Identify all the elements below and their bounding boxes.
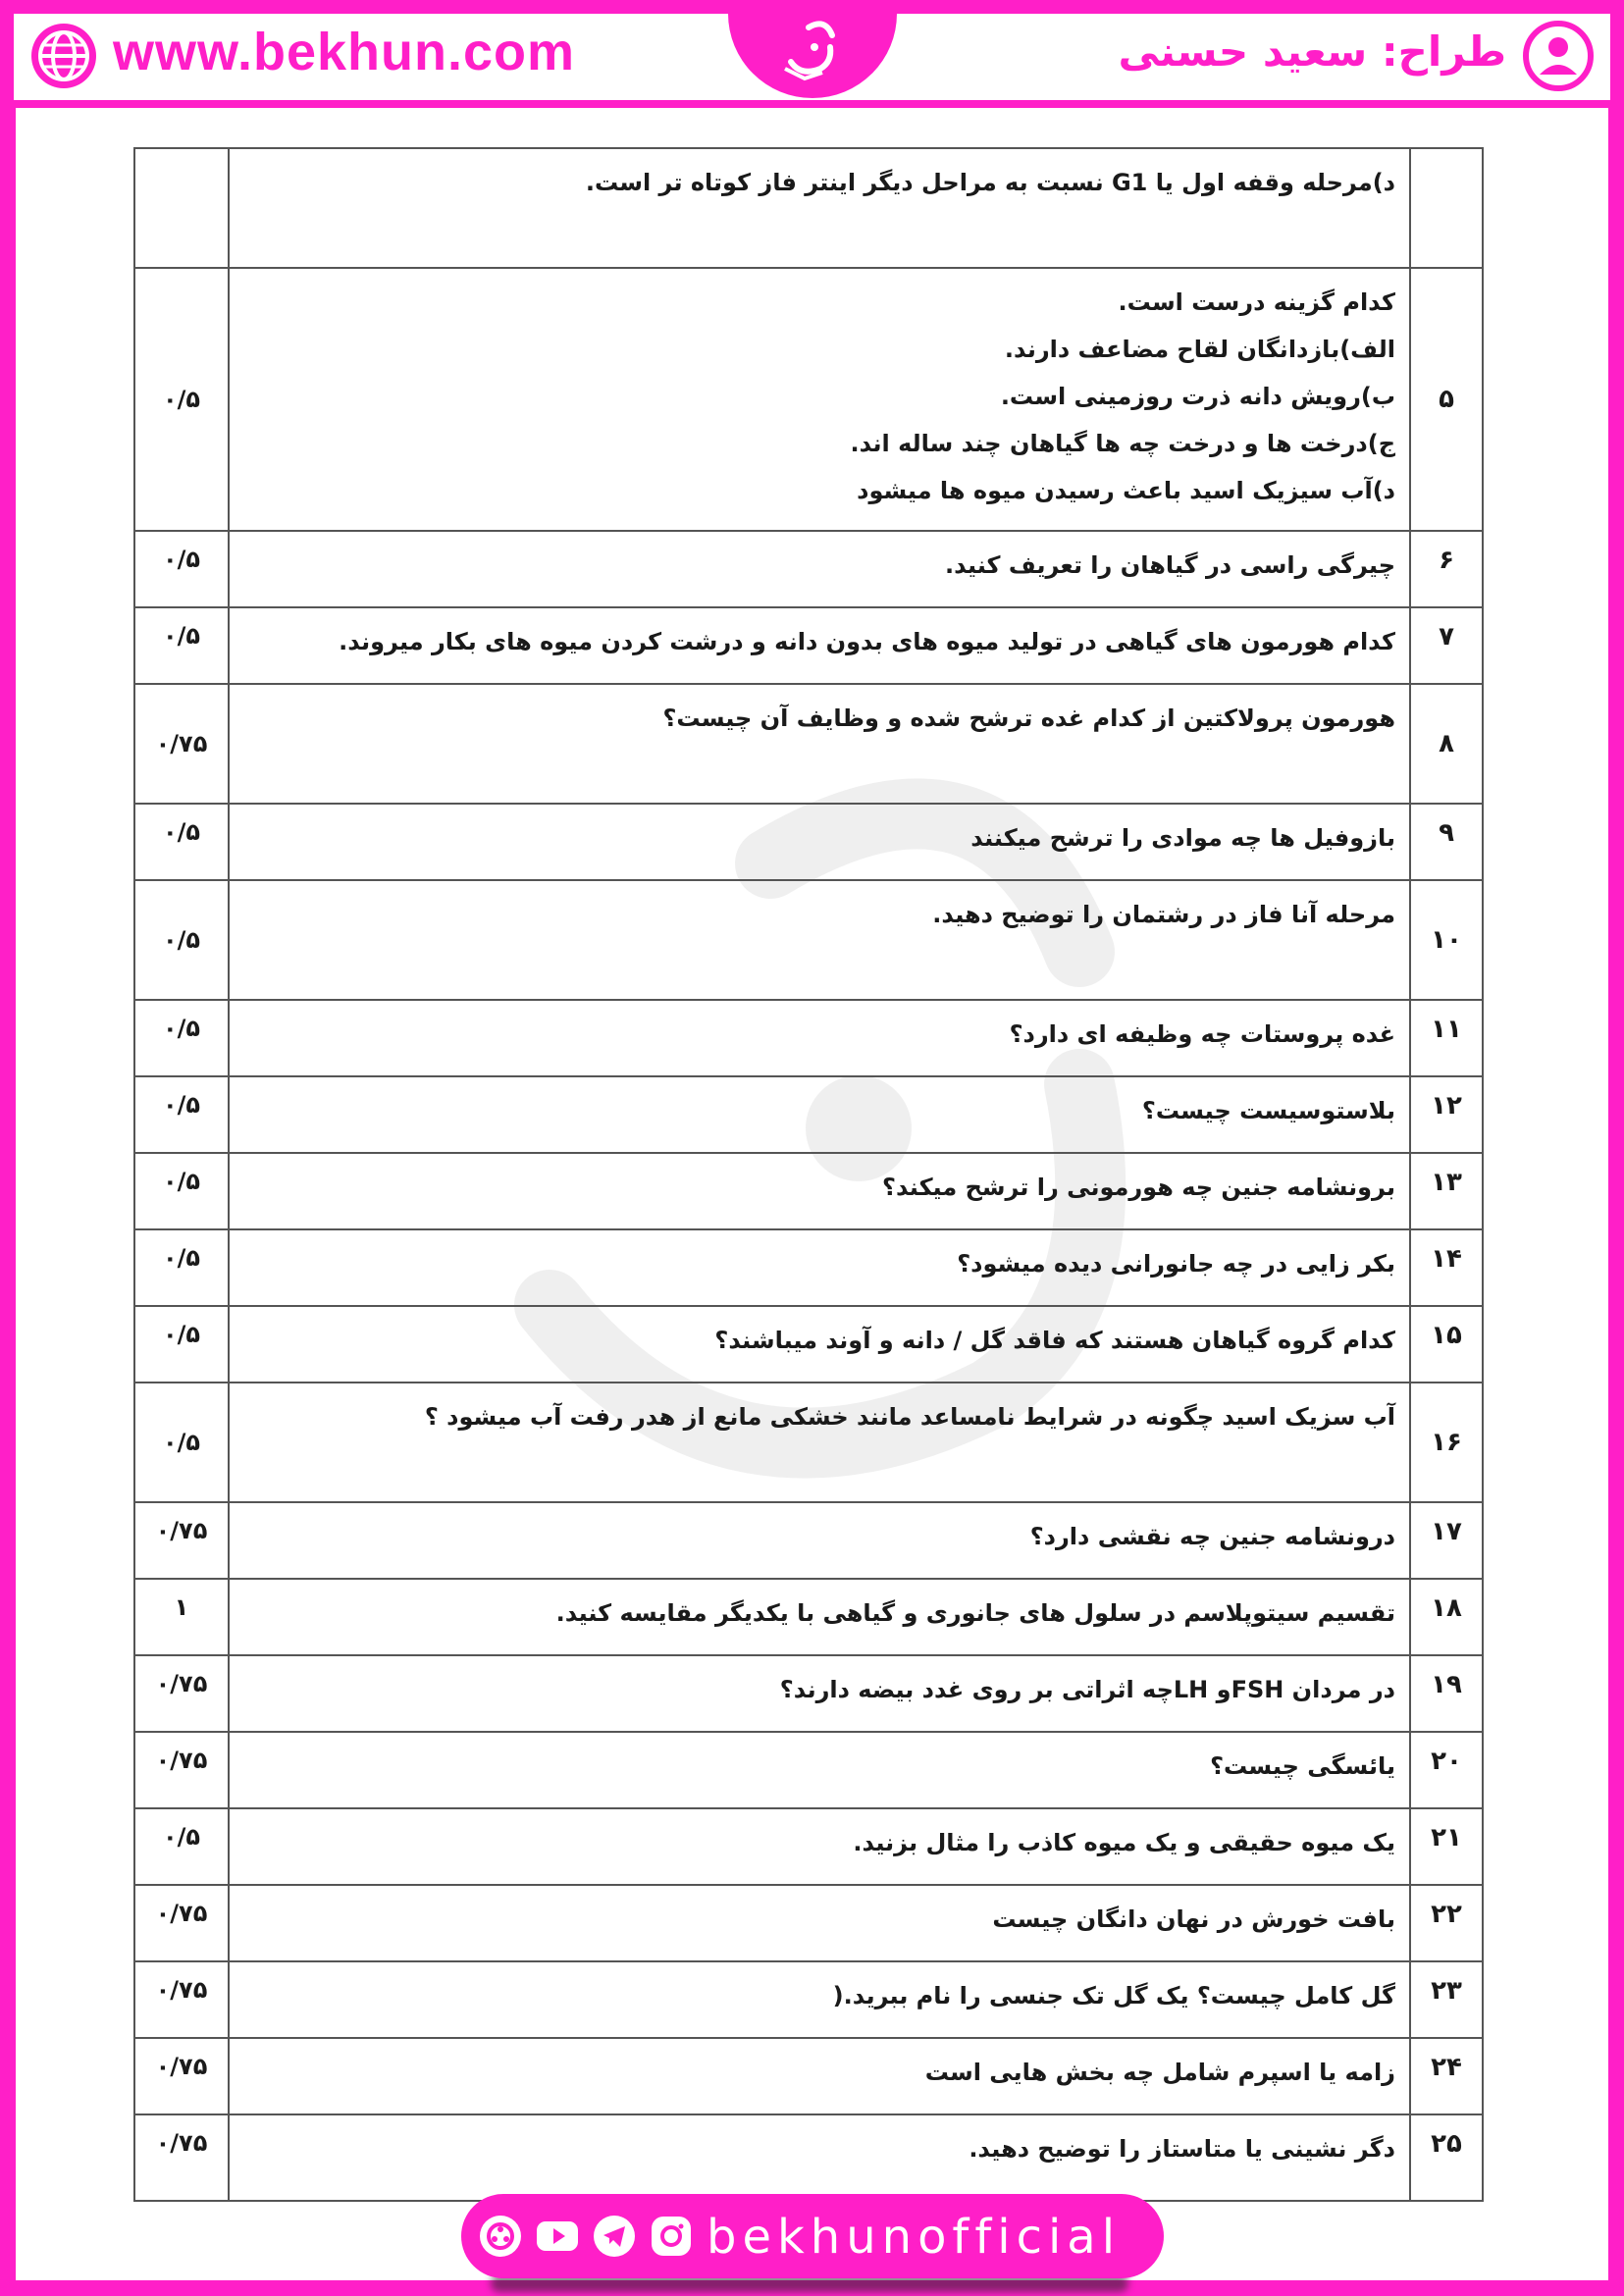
question-score: ۰/۵ [134, 1306, 229, 1383]
question-score: ۰/۷۵ [134, 1961, 229, 2038]
question-line: یک میوه حقیقی و یک میوه کاذب را مثال بزنید. [853, 1829, 1395, 1856]
question-text [229, 1306, 1410, 1383]
question-line: تقسیم سیتوپلاسم در سلول های جانوری و گیاهی با یکدیگر مقایسه کنید. [555, 1599, 1395, 1627]
youtube-icon[interactable] [536, 2215, 579, 2258]
question-number: ۵ [1410, 268, 1483, 531]
question-line: آب سزیک اسید چگونه در شرایط نامساعد مانند خشکی مانع از هدر رفت آب میشود ؟ [424, 1403, 1395, 1431]
question-number: ۱۱ [1410, 1000, 1483, 1076]
table-row [134, 1306, 1483, 1383]
question-text [229, 2038, 1410, 2114]
question-line: یائسگی چیست؟ [1210, 1752, 1395, 1780]
question-line: بافت خورش در نهان دانگان چیست [992, 1905, 1395, 1933]
question-line: غده پروستات چه وظیفه ای دارد؟ [1009, 1020, 1395, 1048]
table-row [134, 880, 1483, 1000]
question-number: ۱۹ [1410, 1655, 1483, 1732]
instagram-icon[interactable] [650, 2215, 693, 2258]
question-number: ۲۴ [1410, 2038, 1483, 2114]
question-text [229, 1229, 1410, 1306]
question-score: ۰/۵ [134, 804, 229, 880]
question-line: الف)بازدانگان لقاح مضاعف دارند. [1004, 336, 1395, 363]
question-number: ۱۷ [1410, 1502, 1483, 1579]
question-line: کدام گروه گیاهان هستند که فاقد گل / دانه و آوند میباشند؟ [714, 1327, 1395, 1354]
question-line: چیرگی راسی در گیاهان را تعریف کنید. [944, 551, 1395, 579]
table-row [134, 607, 1483, 684]
question-score: ۰/۵ [134, 1076, 229, 1153]
question-score: ۰/۵ [134, 1383, 229, 1502]
table-row [134, 2114, 1483, 2201]
question-line: د)آب سیزیک اسید باعث رسیدن میوه ها میشود [857, 477, 1395, 504]
question-line: کدام گزینه درست است. [1118, 288, 1395, 316]
question-line: گل کامل چیست؟ یک گل تک جنسی را نام ببرید.( [832, 1982, 1395, 2009]
question-number: ۱۲ [1410, 1076, 1483, 1153]
question-number: ۸ [1410, 684, 1483, 804]
designer-credit: طراح: سعید حسنی [1118, 27, 1506, 76]
question-score: ۰/۵ [134, 880, 229, 1000]
question-text [229, 1076, 1410, 1153]
question-number: ۲۱ [1410, 1808, 1483, 1885]
question-number: ۲۵ [1410, 2114, 1483, 2201]
question-score: ۱ [134, 1579, 229, 1655]
question-line: بلاستوسیست چیست؟ [1141, 1097, 1395, 1124]
question-line: بازوفیل ها چه موادی را ترشح میکنند [970, 824, 1395, 852]
user-avatar-icon [1522, 20, 1595, 92]
question-number: ۹ [1410, 804, 1483, 880]
table-row [134, 531, 1483, 607]
question-text [229, 148, 1410, 268]
question-score: ۰/۵ [134, 1000, 229, 1076]
question-line: کدام هورمون های گیاهی در تولید میوه های بدون دانه و درشت کردن میوه های بکار میروند. [339, 628, 1395, 655]
question-line: ب)رویش دانه ذرت روزمینی است. [1000, 383, 1395, 410]
question-score: ۰/۷۵ [134, 2038, 229, 2114]
table-row [134, 2038, 1483, 2114]
table-row [134, 1153, 1483, 1229]
question-score: ۰/۷۵ [134, 684, 229, 804]
table-row [134, 1579, 1483, 1655]
question-number: ۷ [1410, 607, 1483, 684]
footer-handle[interactable]: bekhunofficial [707, 2210, 1122, 2265]
question-line: بکر زایی در چه جانورانی دیده میشود؟ [957, 1250, 1395, 1278]
table-row [134, 684, 1483, 804]
table-row [134, 1885, 1483, 1961]
question-text [229, 1885, 1410, 1961]
table-row [134, 1961, 1483, 2038]
question-text [229, 880, 1410, 1000]
question-line: زامه یا اسپرم شامل چه بخش هایی است [924, 2059, 1395, 2086]
question-score: ۰/۵ [134, 531, 229, 607]
table-row [134, 1076, 1483, 1153]
question-number [1410, 148, 1483, 268]
question-number: ۲۲ [1410, 1885, 1483, 1961]
question-number: ۲۰ [1410, 1732, 1483, 1808]
questions-table [133, 147, 1484, 2202]
question-text [229, 1502, 1410, 1579]
question-text [229, 1000, 1410, 1076]
question-number: ۱۵ [1410, 1306, 1483, 1383]
question-score: ۰/۵ [134, 1153, 229, 1229]
question-score: ۰/۵ [134, 607, 229, 684]
question-line: مرحله آنا فاز در رشتمان را توضیح دهید. [932, 901, 1395, 928]
question-line: د)مرحله وقفه اول یا G1 نسبت به مراحل دیگر اینتر فاز کوتاه تر است. [585, 169, 1395, 196]
table-row [134, 148, 1483, 268]
question-text [229, 531, 1410, 607]
question-text [229, 684, 1410, 804]
question-number: ۱۴ [1410, 1229, 1483, 1306]
question-text [229, 804, 1410, 880]
table-row [134, 1229, 1483, 1306]
table-row [134, 1732, 1483, 1808]
question-score: ۰/۷۵ [134, 1732, 229, 1808]
table-row [134, 1808, 1483, 1885]
table-row [134, 1502, 1483, 1579]
question-text [229, 1153, 1410, 1229]
question-number: ۲۳ [1410, 1961, 1483, 2038]
question-text [229, 1655, 1410, 1732]
question-line: در مردان FSHو LHچه اثراتی بر روی غدد بیضه دارند؟ [779, 1676, 1395, 1703]
table-row [134, 1000, 1483, 1076]
question-text [229, 607, 1410, 684]
question-number: ۱۸ [1410, 1579, 1483, 1655]
table-row [134, 1383, 1483, 1502]
question-score [134, 148, 229, 268]
question-number: ۶ [1410, 531, 1483, 607]
question-number: ۱۳ [1410, 1153, 1483, 1229]
question-line: ج)درخت ها و درخت چه ها گیاهان چند ساله اند. [850, 430, 1395, 457]
question-text [229, 2114, 1410, 2201]
table-row [134, 268, 1483, 531]
question-text [229, 1961, 1410, 2038]
question-line: دگر نشینی یا متاستاز را توضیح دهید. [969, 2135, 1395, 2163]
question-score: ۰/۷۵ [134, 2114, 229, 2201]
question-score: ۰/۵ [134, 1808, 229, 1885]
question-text [229, 1579, 1410, 1655]
question-number: ۱۰ [1410, 880, 1483, 1000]
question-text [229, 268, 1410, 531]
question-text [229, 1383, 1410, 1502]
question-line: درونشامه جنین چه نقشی دارد؟ [1029, 1523, 1395, 1550]
globe-icon [29, 22, 98, 90]
question-text [229, 1808, 1410, 1885]
table-row [134, 804, 1483, 880]
question-score: ۰/۷۵ [134, 1885, 229, 1961]
table-row [134, 1655, 1483, 1732]
question-number: ۱۶ [1410, 1383, 1483, 1502]
site-url[interactable]: www.bekhun.com [113, 23, 576, 81]
camera-reel-icon[interactable] [479, 2215, 522, 2258]
question-score: ۰/۷۵ [134, 1502, 229, 1579]
telegram-icon[interactable] [593, 2215, 636, 2258]
question-text [229, 1732, 1410, 1808]
question-score: ۰/۵ [134, 268, 229, 531]
bekhun-logo-icon [771, 8, 854, 90]
question-score: ۰/۷۵ [134, 1655, 229, 1732]
question-score: ۰/۵ [134, 1229, 229, 1306]
question-line: برونشامه جنین چه هورمونی را ترشح میکند؟ [882, 1174, 1395, 1201]
question-line: هورمون پرولاکتین از کدام غده ترشح شده و وظایف آن چیست؟ [662, 704, 1395, 732]
